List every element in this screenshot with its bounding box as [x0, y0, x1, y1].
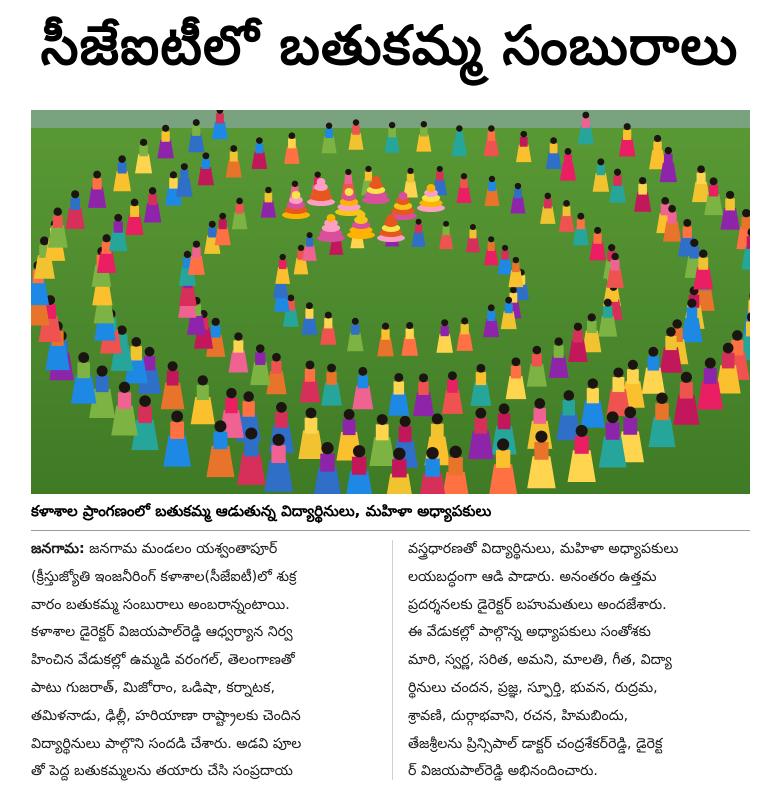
column-divider [392, 540, 393, 780]
body-line: లయబద్ధంగా ఆడి పాడారు. అనంతరం ఉత్తమ [408, 568, 657, 585]
photo-caption: కళాశాల ప్రాంగణంలో బతుకమ్మ ఆడుతున్న విద్యార్థినులు, మహిళా అధ్యాపకులు [31, 502, 492, 520]
body-line: వస్త్రధారణతో విద్యార్థినులు, మహిళా అధ్యాపకులు [408, 541, 679, 557]
dateline: జనగామ: [31, 541, 85, 557]
body-line: మారి, స్వర్ణ, సరిత, అమని, మాలతి, గీత, విద్యా [408, 652, 672, 669]
body-line: ప్రదర్శనలకు డైరెక్టర్ బహుమతులు అందజేశారు. [408, 596, 667, 613]
body-line: జనగామ: జనగామ మండలం యశ్వంతాపూర్ [31, 541, 278, 557]
body-line: (క్రీస్తుజ్యోతి ఇంజనీరింగ్ కళాశాల(సీజేఐటీ)లో శుక్ర [31, 568, 297, 585]
body-line: ర్థినులు చందన, ప్రజ్ఞ, స్ఫూర్తి, భువన, రుద్రమ, [408, 679, 658, 696]
body-line: తమిళనాడు, ఢిల్లీ, హరియాణా రాష్ట్రాలకు చెందిన [31, 707, 301, 724]
body-line: శ్రావణి, దుర్గాభవాని, రచన, హిమబిందు, [408, 707, 629, 724]
body-line: తేజశ్రీలను ప్రిన్సిపాల్ డాక్టర్ చంద్రశేకర్‌రెడ్డి, డైరెక్ట [408, 735, 663, 752]
body-line: ఈ వేడుకల్లో పాల్గొన్న అధ్యాపకులు సంతోశకు [408, 624, 651, 641]
body-line: వారం బతుకమ్మ సంబురాలు అంబరాన్నంటాయి. [31, 596, 290, 613]
body-line: పాటు గుజరాత్, మిజోరాం, ఒడిషా, కర్నాటక, [31, 679, 275, 696]
article-column-left [31, 536, 381, 786]
headline: సీజేఐటీలో బతుకమ్మ సంబురాలు [40, 13, 739, 77]
caption-rule [31, 530, 750, 531]
bathukamma-celebration-photo [31, 110, 750, 494]
news-photo [31, 110, 750, 494]
article-column-right [408, 536, 758, 786]
body-line: విద్యార్థినులు పాల్గొని సందడి చేశారు. అడవి పూల [31, 735, 302, 752]
body-line: ర్ విజయపాల్‌రెడ్డి అభినందించారు. [408, 763, 598, 780]
body-line: తో పెద్ద బతుకమ్మలను తయారు చేసి సంప్రదాయ [31, 763, 293, 780]
body-line: కళాశాల డైరెక్టర్ విజయపాల్‌రెడ్డి ఆధ్వర్యాన నిర్వ [31, 624, 293, 641]
body-line: హించిన వేడుకల్లో ఉమ్మడి వరంగల్, తెలంగాణతో [31, 652, 295, 669]
